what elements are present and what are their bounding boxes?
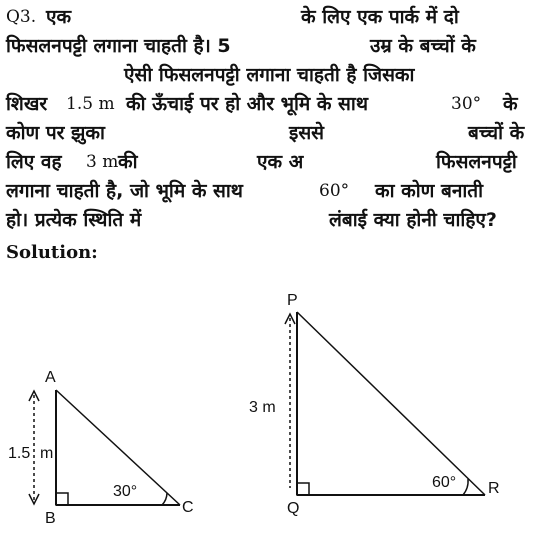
question-segment: के: [503, 93, 518, 115]
question-segment: बच्चों के: [468, 122, 525, 144]
unit-label: m: [40, 445, 54, 462]
question-segment: 1.5 m: [66, 94, 115, 114]
question-segment: लगाना चाहती है, जो भूमि के साथ: [6, 180, 243, 202]
question-segment: उम्र के बच्चों के: [370, 35, 476, 57]
right-angle-mark-q: [297, 483, 309, 495]
question-segment: ऐसी फिसलनपट्टी लगाना चाहती है जिसका: [124, 64, 415, 86]
question-segment: की ऊँचाई पर हो और भूमि के साथ: [126, 93, 368, 115]
angle-label-r: 60°: [432, 474, 457, 491]
question-segment: की: [118, 151, 138, 173]
solution-label: Solution:: [6, 242, 98, 263]
height-label: 1.5: [8, 445, 31, 462]
question-segment: 30°: [451, 94, 482, 114]
question-segment: 3 m: [86, 152, 119, 172]
question-segment: इससे: [289, 122, 325, 144]
vertex-p: P: [287, 292, 298, 309]
triangle-pqr: [249, 292, 500, 517]
height-label: 3 m: [249, 399, 276, 416]
question-segment: शिखर: [6, 93, 48, 115]
question-segment: एक: [46, 6, 72, 28]
question-segment: लिए वह: [6, 151, 62, 173]
question-segment: 60°: [319, 181, 350, 201]
question-segment: कोण पर झुका: [6, 122, 105, 144]
right-angle-mark-b: [56, 493, 68, 505]
question-segment: लंबाई क्या होनी चाहिए?: [329, 209, 497, 231]
question-segment: Q3.: [6, 7, 37, 27]
angle-arc-r: [463, 479, 468, 495]
triangle-abc: [8, 369, 194, 527]
question-segment: हो। प्रत्येक स्थिति में: [6, 209, 142, 231]
vertex-r: R: [488, 480, 500, 497]
angle-label-c: 30°: [113, 483, 138, 500]
vertex-b: B: [45, 510, 56, 527]
vertex-q: Q: [287, 500, 300, 517]
question-segment: फिसलनपट्टी लगाना चाहती है। 5: [6, 35, 231, 57]
question-segment: फिसलनपट्टी: [436, 151, 517, 173]
question-segment: का कोण बनाती: [375, 180, 484, 202]
vertex-a: A: [45, 369, 56, 386]
angle-arc-c: [162, 493, 167, 505]
vertex-c: C: [182, 499, 194, 516]
side-pr: [297, 312, 485, 495]
question-segment: एक अ: [257, 151, 304, 173]
question-segment: के लिए एक पार्क में दो: [301, 6, 459, 28]
